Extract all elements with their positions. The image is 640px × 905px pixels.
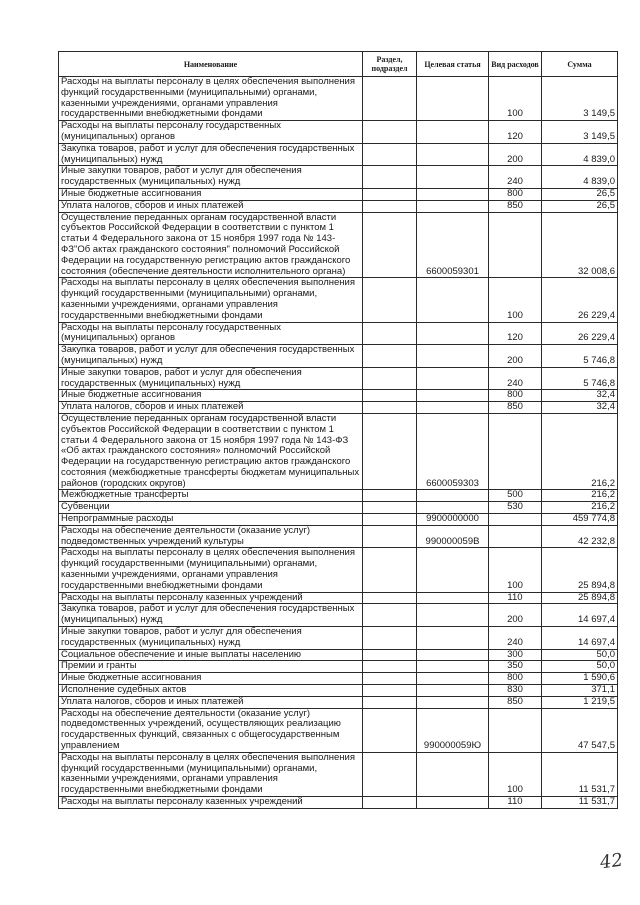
cell-name: Межбюджетные трансферты — [59, 490, 363, 502]
table-row — [59, 502, 618, 514]
cell-name: Премии и гранты — [59, 661, 363, 673]
cell-target — [417, 278, 489, 322]
table-row — [59, 121, 618, 144]
cell-sum: 5 746,8 — [542, 367, 618, 390]
cell-sum: 11 531,7 — [542, 752, 618, 796]
cell-target — [417, 752, 489, 796]
cell-name: Иные закупки товаров, работ и услуг для обеспечения государственных (муниципальных) нужд — [59, 627, 363, 650]
cell-type: 800 — [489, 390, 542, 402]
page-number: 42 — [598, 849, 625, 874]
cell-target: 990000059В — [417, 525, 489, 548]
cell-type: 850 — [489, 200, 542, 212]
cell-name: Расходы на выплаты персоналу в целях обеспечения выполнения функций государственными (муниципальными) органами, казенными учреждениями, органами управления государственными внебюджетными фондами — [59, 548, 363, 592]
cell-target — [417, 649, 489, 661]
header-type: Вид расходов — [489, 52, 542, 77]
cell-name: Уплата налогов, сборов и иных платежей — [59, 200, 363, 212]
cell-section — [363, 121, 417, 144]
cell-type: 200 — [489, 345, 542, 368]
cell-section — [363, 143, 417, 166]
cell-type: 240 — [489, 166, 542, 189]
cell-name: Уплата налогов, сборов и иных платежей — [59, 696, 363, 708]
cell-section — [363, 696, 417, 708]
cell-target — [417, 592, 489, 604]
header-sum: Сумма — [542, 52, 618, 77]
cell-name: Расходы на выплаты персоналу казенных учреждений — [59, 797, 363, 809]
cell-section — [363, 413, 417, 490]
table-row — [59, 322, 618, 345]
cell-name: Исполнение судебных актов — [59, 685, 363, 697]
cell-name: Иные бюджетные ассигнования — [59, 188, 363, 200]
cell-sum: 26 229,4 — [542, 278, 618, 322]
cell-section — [363, 322, 417, 345]
table-row — [59, 649, 618, 661]
cell-type: 110 — [489, 592, 542, 604]
cell-type: 850 — [489, 696, 542, 708]
cell-sum: 32,4 — [542, 402, 618, 414]
cell-name: Иные бюджетные ассигнования — [59, 390, 363, 402]
cell-section — [363, 390, 417, 402]
cell-name: Уплата налогов, сборов и иных платежей — [59, 402, 363, 414]
header-target: Целевая статья — [417, 52, 489, 77]
cell-type: 530 — [489, 502, 542, 514]
cell-type: 100 — [489, 278, 542, 322]
cell-target — [417, 490, 489, 502]
cell-name: Расходы на выплаты персоналу в целях обеспечения выполнения функций государственными (муниципальными) органами, казенными учреждениями, органами управления государственными внебюджетными фондами — [59, 278, 363, 322]
cell-target — [417, 685, 489, 697]
cell-section — [363, 797, 417, 809]
cell-sum: 11 531,7 — [542, 797, 618, 809]
cell-name: Расходы на выплаты персоналу в целях обеспечения выполнения функций государственными (муниципальными) органами, казенными учреждениями, органами управления государственными внебюджетными фондами — [59, 752, 363, 796]
cell-type: 100 — [489, 77, 542, 121]
cell-sum: 26 229,4 — [542, 322, 618, 345]
cell-name: Непрограммные расходы — [59, 514, 363, 526]
cell-section — [363, 708, 417, 752]
cell-section — [363, 166, 417, 189]
cell-target — [417, 77, 489, 121]
cell-target — [417, 390, 489, 402]
table-row — [59, 673, 618, 685]
table-row — [59, 604, 618, 627]
cell-sum: 216,2 — [542, 502, 618, 514]
cell-type: 100 — [489, 548, 542, 592]
cell-target — [417, 367, 489, 390]
table-row — [59, 490, 618, 502]
cell-sum: 26,5 — [542, 188, 618, 200]
cell-section — [363, 490, 417, 502]
cell-type: 240 — [489, 367, 542, 390]
cell-name: Закупка товаров, работ и услуг для обеспечения государственных (муниципальных) нужд — [59, 345, 363, 368]
cell-name: Расходы на выплаты персоналу в целях обеспечения выполнения функций государственными (муниципальными) органами, казенными учреждениями, органами управления государственными внебюджетными фондами — [59, 77, 363, 121]
cell-sum: 5 746,8 — [542, 345, 618, 368]
cell-sum: 216,2 — [542, 490, 618, 502]
cell-sum: 4 839,0 — [542, 166, 618, 189]
cell-target — [417, 673, 489, 685]
cell-sum: 42 232,8 — [542, 525, 618, 548]
cell-target — [417, 627, 489, 650]
cell-name: Иные закупки товаров, работ и услуг для обеспечения государственных (муниципальных) нужд — [59, 166, 363, 189]
cell-name: Расходы на обеспечение деятельности (оказание услуг) подведомственных учреждений, осуществляющих реализацию государственных функций, связанных с общегосударственным управлением — [59, 708, 363, 752]
cell-name: Осуществление переданных органам государственной власти субъектов Российской Федерации в соответствии с пунктом 1 статьи 4 Федерального закона от 15 ноября 1997 года № 143-ФЗ"Об актах гражданского состояния" полномочий Российской Федерации на государственную регистрацию актов гражданского состояния (обеспечение деятельности исполнительного органа) — [59, 212, 363, 278]
cell-type: 200 — [489, 143, 542, 166]
cell-type: 200 — [489, 604, 542, 627]
cell-sum: 3 149,5 — [542, 77, 618, 121]
table-row — [59, 166, 618, 189]
cell-section — [363, 200, 417, 212]
table-row — [59, 367, 618, 390]
table-row — [59, 685, 618, 697]
cell-type: 120 — [489, 121, 542, 144]
table-row — [59, 212, 618, 278]
cell-section — [363, 649, 417, 661]
cell-type: 350 — [489, 661, 542, 673]
cell-target — [417, 548, 489, 592]
table-row — [59, 548, 618, 592]
cell-type: 800 — [489, 188, 542, 200]
cell-name: Осуществление переданных органам государственной власти субъектов Российской Федерации в соответствии с пунктом 1 статьи 4 Федерального закона от 15 ноября 1997 года № 143-ФЗ «Об актах гражданского состояния» полномочий Российской Федерации на государственную регистрацию актов гражданского состояния (межбюджетные трансферты бюджетам муниципальных районов (городских округов) — [59, 413, 363, 490]
cell-section — [363, 752, 417, 796]
cell-section — [363, 685, 417, 697]
cell-target — [417, 402, 489, 414]
cell-type — [489, 525, 542, 548]
table-row — [59, 345, 618, 368]
cell-section — [363, 514, 417, 526]
table-row — [59, 752, 618, 796]
cell-target — [417, 121, 489, 144]
cell-target: 6600059301 — [417, 212, 489, 278]
cell-target — [417, 143, 489, 166]
cell-type: 110 — [489, 797, 542, 809]
cell-target — [417, 696, 489, 708]
table-row — [59, 708, 618, 752]
cell-sum: 3 149,5 — [542, 121, 618, 144]
header-section: Раздел, подраздел — [363, 52, 417, 77]
cell-name: Иные бюджетные ассигнования — [59, 673, 363, 685]
cell-sum: 32,4 — [542, 390, 618, 402]
cell-section — [363, 502, 417, 514]
cell-type: 300 — [489, 649, 542, 661]
table-row — [59, 188, 618, 200]
table-row — [59, 696, 618, 708]
cell-sum: 1 590,6 — [542, 673, 618, 685]
header-name: Наименование — [59, 52, 363, 77]
table-row — [59, 797, 618, 809]
cell-section — [363, 627, 417, 650]
cell-target: 6600059303 — [417, 413, 489, 490]
cell-name: Расходы на выплаты персоналу казенных учреждений — [59, 592, 363, 604]
cell-target — [417, 188, 489, 200]
cell-sum: 14 697,4 — [542, 604, 618, 627]
cell-sum: 14 697,4 — [542, 627, 618, 650]
table-row — [59, 525, 618, 548]
cell-name: Социальное обеспечение и иные выплаты населению — [59, 649, 363, 661]
cell-target — [417, 322, 489, 345]
cell-type: 800 — [489, 673, 542, 685]
cell-sum: 50,0 — [542, 649, 618, 661]
table-row — [59, 278, 618, 322]
table-row — [59, 390, 618, 402]
cell-target — [417, 661, 489, 673]
cell-section — [363, 367, 417, 390]
table-header-row — [59, 52, 618, 77]
cell-sum: 25 894,8 — [542, 548, 618, 592]
cell-sum: 371,1 — [542, 685, 618, 697]
cell-target: 990000059Ю — [417, 708, 489, 752]
cell-type — [489, 514, 542, 526]
cell-type: 850 — [489, 402, 542, 414]
cell-name: Субвенции — [59, 502, 363, 514]
cell-name: Иные закупки товаров, работ и услуг для обеспечения государственных (муниципальных) нужд — [59, 367, 363, 390]
cell-target — [417, 345, 489, 368]
cell-name: Закупка товаров, работ и услуг для обеспечения государственных (муниципальных) нужд — [59, 604, 363, 627]
cell-section — [363, 673, 417, 685]
cell-sum: 216,2 — [542, 413, 618, 490]
cell-type — [489, 212, 542, 278]
cell-target — [417, 797, 489, 809]
table-row — [59, 514, 618, 526]
cell-sum: 32 008,6 — [542, 212, 618, 278]
cell-section — [363, 345, 417, 368]
cell-section — [363, 212, 417, 278]
table-row — [59, 592, 618, 604]
table-row — [59, 200, 618, 212]
cell-type: 100 — [489, 752, 542, 796]
cell-sum: 47 547,5 — [542, 708, 618, 752]
cell-name: Расходы на обеспечение деятельности (оказание услуг) подведомственных учреждений культуры — [59, 525, 363, 548]
cell-type — [489, 413, 542, 490]
cell-type — [489, 708, 542, 752]
table-row — [59, 661, 618, 673]
table-row — [59, 413, 618, 490]
cell-section — [363, 548, 417, 592]
cell-name: Расходы на выплаты персоналу государственных (муниципальных) органов — [59, 322, 363, 345]
cell-sum: 459 774,8 — [542, 514, 618, 526]
cell-target — [417, 604, 489, 627]
cell-section — [363, 402, 417, 414]
table-row — [59, 402, 618, 414]
cell-target — [417, 200, 489, 212]
cell-type: 240 — [489, 627, 542, 650]
budget-table — [58, 51, 618, 809]
cell-section — [363, 278, 417, 322]
table-row — [59, 143, 618, 166]
cell-section — [363, 525, 417, 548]
cell-name: Закупка товаров, работ и услуг для обеспечения государственных (муниципальных) нужд — [59, 143, 363, 166]
table-row — [59, 627, 618, 650]
cell-section — [363, 604, 417, 627]
cell-type: 830 — [489, 685, 542, 697]
cell-sum: 25 894,8 — [542, 592, 618, 604]
cell-target: 9900000000 — [417, 514, 489, 526]
cell-type: 120 — [489, 322, 542, 345]
cell-target — [417, 502, 489, 514]
cell-sum: 1 219,5 — [542, 696, 618, 708]
cell-name: Расходы на выплаты персоналу государственных (муниципальных) органов — [59, 121, 363, 144]
cell-sum: 26,5 — [542, 200, 618, 212]
table-row — [59, 77, 618, 121]
cell-section — [363, 661, 417, 673]
table-body — [59, 77, 618, 809]
cell-sum: 50,0 — [542, 661, 618, 673]
cell-type: 500 — [489, 490, 542, 502]
cell-section — [363, 188, 417, 200]
cell-section — [363, 77, 417, 121]
cell-sum: 4 839,0 — [542, 143, 618, 166]
cell-target — [417, 166, 489, 189]
cell-section — [363, 592, 417, 604]
